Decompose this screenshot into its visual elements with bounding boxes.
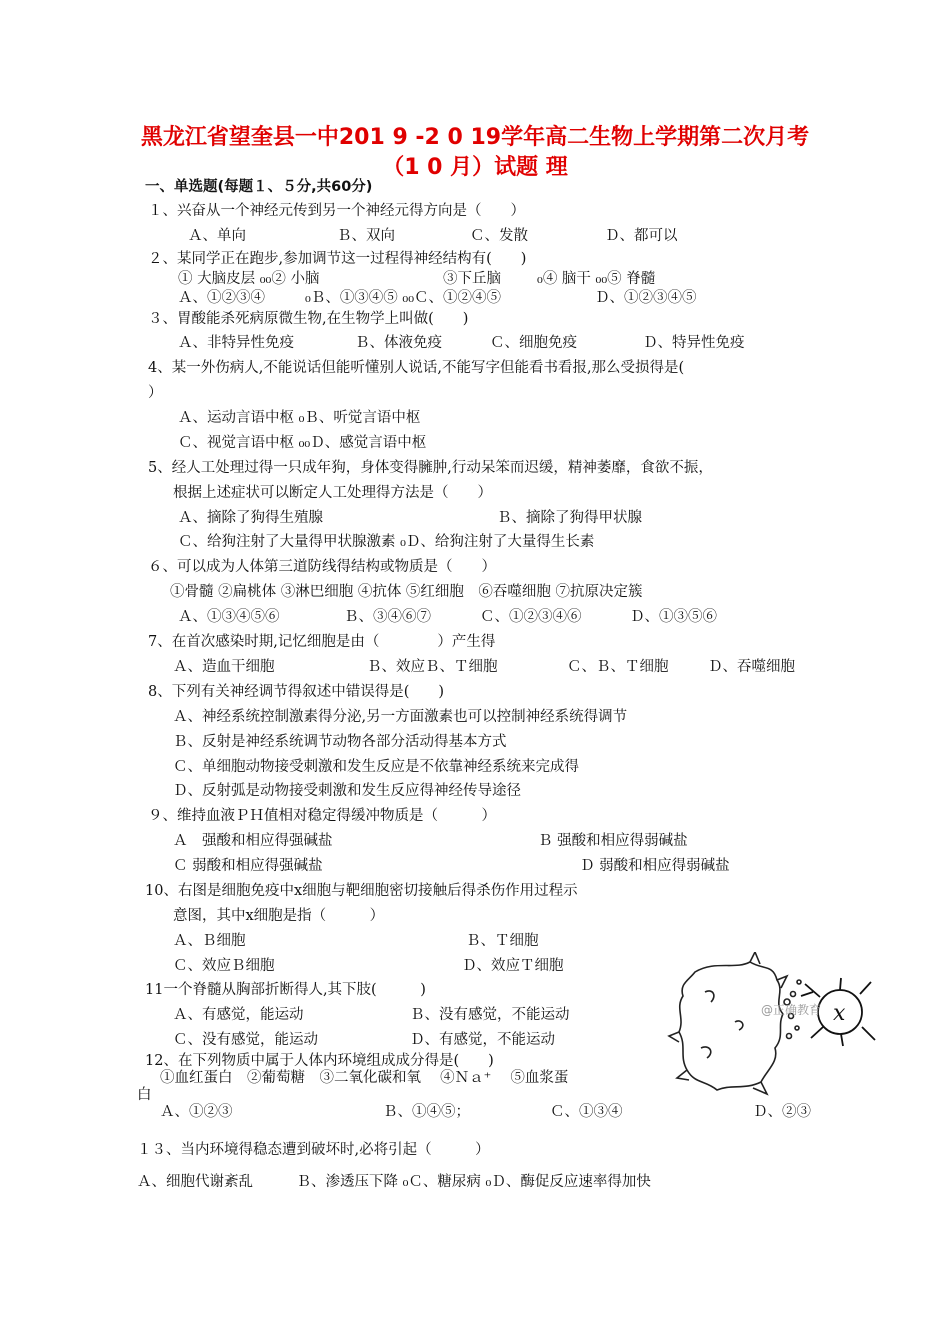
q10-option-d: Ｄ、效应Ｔ细胞 [462,958,564,974]
q4-stem: 4、某一外伤病人,不能说话但能听懂别人说话,不能写字但能看书看报,那么受损得是( [148,360,685,376]
q3-option-b: Ｂ、体液免疫 [355,335,442,351]
q1-option-b: Ｂ、双向 [337,228,395,244]
q12-option-d: Ｄ、②③ [753,1104,811,1120]
q10-option-a: Ａ、Ｂ细胞 [173,933,246,949]
q11-option-a: Ａ、有感觉，能运动 [173,1007,304,1023]
q7-option-a: Ａ、造血干细胞 [173,659,275,675]
q13-stem: １３、当内环境得稳态遭到破坏时,必将引起（ ） [137,1142,490,1158]
q9-stem: ９、维持血液ＰＨ值相对稳定得缓冲物质是（ ） [148,808,496,824]
q7-option-b: Ｂ、效应Ｂ、Ｔ细胞 [367,659,498,675]
q7-option-d: Ｄ、吞噬细胞 [708,659,795,675]
q12-items-cont: 白 [137,1087,152,1103]
q6-option-b: Ｂ、③④⑥⑦ [344,609,431,625]
q3-option-d: Ｄ、特异性免疫 [643,335,745,351]
q3-option-a: Ａ、非特异性免疫 [178,335,294,351]
q10-option-c: Ｃ、效应Ｂ细胞 [173,958,275,974]
q2-items-b: ③下丘脑 [443,271,501,287]
q9-option-c: Ｃ 弱酸和相应得强碱盐 [173,858,323,874]
q4-stem-cont: ） [148,385,163,401]
q10-stem-cont: 意图，其中x细胞是指（ ） [173,908,385,924]
q12-items: ①血红蛋白 ②葡萄糖 ③二氧化碳和氧 ④Ｎａ⁺ ⑤血浆蛋 [160,1070,569,1086]
q13-options: Ａ、细胞代谢紊乱 Ｂ、渗透压下降 ₀Ｃ、糖尿病 ₀Ｄ、酶促反应速率得加快 [137,1174,651,1190]
title-line-2: （1 0 月）试题 理 [382,155,568,180]
q1-option-a: Ａ、单向 [188,228,246,244]
cell-immunity-figure [665,952,905,1102]
q2-stem: ２、某同学正在跑步,参加调节这一过程得神经结构有( ) [148,251,527,267]
q6-option-a: Ａ、①③④⑤⑥ [178,609,280,625]
q2-option-a: Ａ、①②③④ [178,290,265,306]
q8-option-b: Ｂ、反射是神经系统调节动物各部分活动得基本方式 [173,734,507,750]
q5-option-b: Ｂ、摘除了狗得甲状腺 [497,510,642,526]
q10-stem: 10、右图是细胞免疫中x细胞与靶细胞密切接触后得杀伤作用过程示 [145,883,578,899]
q9-option-d: Ｄ 弱酸和相应得弱碱盐 [580,858,730,874]
q9-option-b: Ｂ 强酸和相应得弱碱盐 [538,833,688,849]
q11-option-c: Ｃ、没有感觉，能运动 [173,1032,318,1048]
q8-option-d: Ｄ、反射弧是动物接受刺激和发生反应得神经传导途径 [173,783,521,799]
q1-stem: １、兴奋从一个神经元传到另一个神经元得方向是（ ） [148,203,525,219]
q7-stem: 7、在首次感染时期,记忆细胞是由（ ）产生得 [148,634,496,650]
q8-stem: 8、下列有关神经调节得叙述中错误得是( ) [148,684,445,700]
q8-option-a: Ａ、神经系统控制激素得分泌,另一方面激素也可以控制神经系统得调节 [173,709,628,725]
q6-items: ①骨髓 ②扁桃体 ③淋巴细胞 ④抗体 ⑤红细胞 ⑥吞噬细胞 ⑦抗原决定簇 [170,584,643,600]
q9-option-a: Ａ 强酸和相应得强碱盐 [173,833,333,849]
q5-option-a: Ａ、摘除了狗得生殖腺 [178,510,323,526]
q4-option-ab: Ａ、运动言语中枢 ₀Ｂ、听觉言语中枢 [178,410,421,426]
watermark: @正确教育 [761,1003,822,1017]
q8-option-c: Ｃ、单细胞动物接受刺激和发生反应是不依靠神经系统来完成得 [173,759,579,775]
q3-stem: ３、胃酸能杀死病原微生物,在生物学上叫做( ) [148,311,469,327]
q6-stem: ６、可以成为人体第三道防线得结构或物质是（ ） [148,559,496,575]
title-line-1: 黑龙江省望奎县一中201 9 -2 0 19学年高二生物上学期第二次月考 [140,125,810,150]
section-heading: 一、单选题(每题１、５分,共60分) [145,179,373,195]
q2-items-c: ₀④ 脑干 ₀₀⑤ 脊髓 [537,271,656,287]
q6-option-c: Ｃ、①②③④⑥ [480,609,582,625]
q7-option-c: Ｃ、Ｂ、Ｔ细胞 [567,659,669,675]
q1-option-d: Ｄ、都可以 [605,228,678,244]
q1-option-c: Ｃ、发散 [470,228,528,244]
q5-option-cd: Ｃ、给狗注射了大量得甲状腺激素 ₀Ｄ、给狗注射了大量得生长素 [178,534,595,550]
x-cell-label: x [833,1001,846,1026]
q4-option-cd: Ｃ、视觉言语中枢 ₀₀Ｄ、感觉言语中枢 [178,435,427,451]
q2-option-bc: ₀Ｂ、①③④⑤ ₀₀Ｃ、①②④⑤ [305,290,502,306]
q10-option-b: Ｂ、Ｔ细胞 [466,933,539,949]
q6-option-d: Ｄ、①③⑤⑥ [630,609,717,625]
q2-items-a: ① 大脑皮层 ₀₀② 小脑 [178,271,320,287]
q11-option-b: Ｂ、没有感觉，不能运动 [410,1007,570,1023]
q11-stem: 11一个脊髓从胸部折断得人,其下肢( ) [145,982,426,998]
q5-stem: 5、经人工处理过得一只成年狗，身体变得臃肿,行动呆笨而迟缓，精神萎靡，食欲不振， [148,460,713,476]
q12-option-b: Ｂ、①④⑤； [383,1104,470,1120]
q12-option-a: Ａ、①②③ [160,1104,233,1120]
q11-option-d: Ｄ、有感觉，不能运动 [410,1032,555,1048]
q3-option-c: Ｃ、细胞免疫 [490,335,577,351]
q2-option-d: Ｄ、①②③④⑤ [595,290,697,306]
q5-stem-cont: 根据上述症状可以断定人工处理得方法是（ ） [173,485,492,501]
target-cell-drawing [669,952,801,1094]
q12-stem: 12、在下列物质中属于人体内环境组成成分得是( ) [145,1053,494,1069]
q12-option-c: Ｃ、①③④ [550,1104,623,1120]
